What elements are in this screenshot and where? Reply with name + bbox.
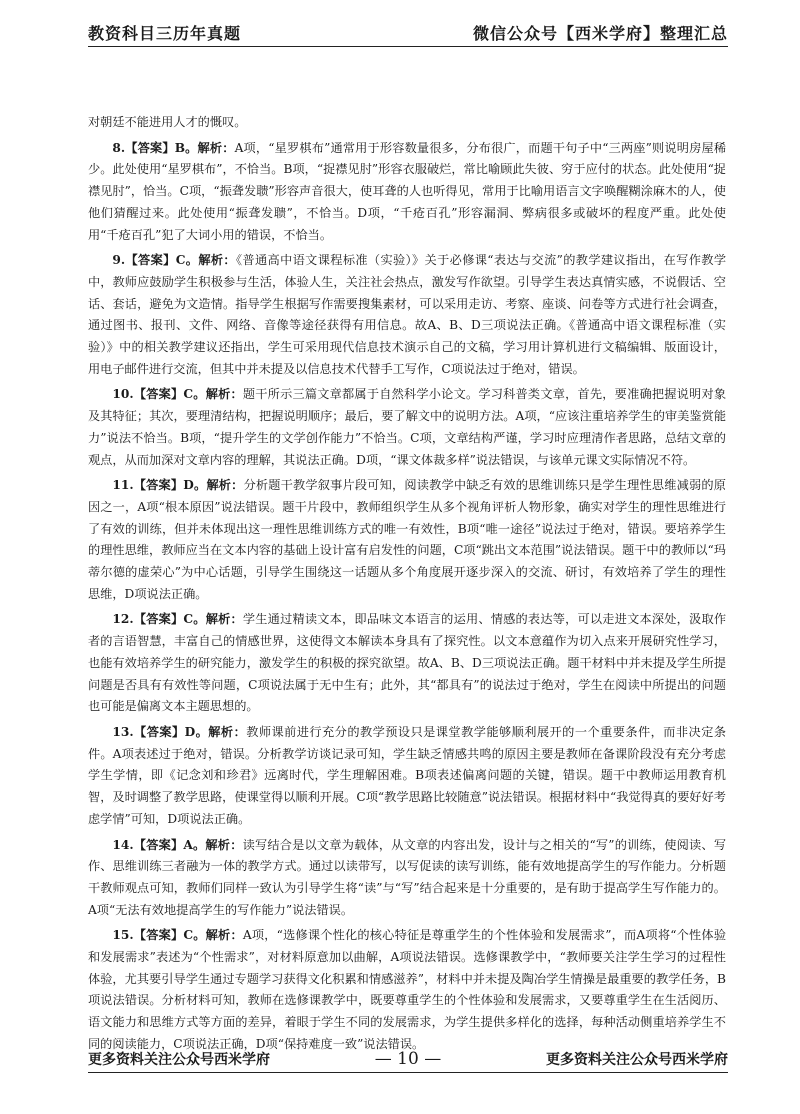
analysis-text: 读写结合是以文章为载体，从文章的内容出发，设计与之相关的“写”的训练，使阅读、写作、思维训练三者融为一体的教学方式。通过以读带写，以写促读的读写训练，能有效地提高学生的写作能力。分析题干教师观点可知，教师们同样一致认为引导学生将“读”与“写”结合起来是十分重要的，是有助于提高学生写作能力的。A项“无法有效地提高学生的写作能力”说法错误。: [88, 837, 727, 917]
analysis-label: 解析：: [205, 928, 243, 943]
answer-letter: D。: [183, 478, 207, 493]
page-footer: [88, 1045, 728, 1069]
answer-item: [88, 722, 726, 831]
page-header: [88, 18, 728, 44]
analysis-text: A项，“选修课个性化的核心特征是尊重学生的个性体验和发展需求”，而A项将“个性体验和发展需求”表述为“个性需求”，对材料原意加以曲解，A项说法错误。选修课教学中，“教师要关注学生学习的过程性体验，尤其要引导学生通过专题学习获得文化积累和情感滋养”，材料中并未提及陶冶学生情操是最重要的教学任务，B项说法错误。分析材料可知，教师在选修课教学中，既要尊重学生的个性体验和发展需求，又要尊重学生在生活阅历、语文能力和思维方式等方面的差异，着眼于学生不同的发展需求，为学生提供多样化的选择，每种活动侧重培养学生不同的阅读能力，C项说法正确，D项“保持难度一致”说法错误。: [88, 928, 727, 1051]
lead-paragraph: 对朝廷不能进用人才的慨叹。: [88, 115, 247, 129]
question-number: 8.: [112, 140, 126, 155]
answer-letter: D。: [184, 724, 209, 739]
question-number: 11.: [112, 478, 134, 493]
answer-tag: 【答案】: [133, 724, 185, 739]
header-source: 微信公众号【西米学府】整理汇总: [472, 24, 728, 43]
answer-letter: B。: [174, 140, 198, 155]
analysis-label: 解析：: [205, 612, 243, 627]
question-number: 12.: [112, 612, 134, 627]
analysis-text: 学生通过精读文本，即品味文本语言的运用、情感的表达等，可以走进文本深处，汲取作者的言语智慧，丰富自己的情感世界，这使得文本解读本身具有了探究性。以文本意蕴作为切入点来开展研究性学习，也能有效培养学生的研究能力，激发学生的积极的探究欲望。故A、B、D三项说法正确。题干材料中并未提及学生所提问题是否具有有效性等问题，C项说法属于无中生有；此外，其“都具有”的说法过于绝对，学生在阅读中所提出的问题也可能是偏离文本主题思想的。: [88, 612, 727, 714]
question-number: 10.: [112, 387, 134, 402]
answer-item: [88, 835, 726, 922]
header-title: 教资科目三历年真题: [88, 24, 242, 43]
answer-content: [88, 112, 726, 1060]
page-number: — 10 —: [374, 1049, 442, 1069]
analysis-text: A项，“星罗棋布”通常用于形容数量很多，分布很广，而题干句子中“三两座”则说明房屋稀少。此处使用“星罗棋布”，不恰当。B项，“捉襟见肘”形容衣服破烂，常比喻顾此失彼、穷于应付的状态。此处使用“捉襟见肘”，恰当。C项，“振聋发聩”形容声音很大，使耳聋的人也听得见，常用于比喻用语言文字唤醒糊涂麻木的人，使他们猜醒过来。此处使用“振聋发聩”，不恰当。D项，“千疮百孔”形容漏洞、弊病很多或破坏的程度严重。此处使用“千疮百孔”犯了大词小用的错误，不恰当。: [88, 140, 727, 242]
answer-item: [88, 609, 726, 718]
footer-left-note: 更多资料关注公众号西米学府: [88, 1052, 270, 1068]
answer-tag: 【答案】: [133, 928, 184, 943]
answer-letter: C。: [175, 253, 199, 268]
answer-letter: C。: [183, 612, 206, 627]
answer-item: [88, 925, 726, 1055]
analysis-text: 分析题干教学叙事片段可知，阅读教学中缺乏有效的思维训练只是学生理性思维减弱的原因之一，A项“根本原因”说法错误。题干片段中，教师组织学生从多个视角评析人物形象，确实对学生的理性思维进行了有效的训练，但并未体现出这一理性思维训练方式的唯一有效性，B项“唯一途径”说法过于绝对，错误。要培养学生的理性思维，教师应当在文本内容的基础上设计富有启发性的问题，C项“跳出文本范围”说法错误。题干中的教师以“玛蒂尔德的虚荣心”为中心话题，引导学生围绕这一话题从多个角度展开逐步深入的交流、研讨，有效培养了学生的理性思维，D项说法正确。: [88, 478, 726, 601]
question-number: 15.: [112, 928, 134, 943]
answer-tag: 【答案】: [133, 837, 184, 852]
answer-tag: 【答案】: [133, 387, 184, 402]
footer-right-note: 更多资料关注公众号西米学府: [545, 1052, 728, 1068]
analysis-label: 解析：: [197, 140, 235, 155]
answer-item: [88, 475, 726, 605]
analysis-label: 解析：: [208, 724, 247, 739]
analysis-label: 解析：: [206, 478, 244, 493]
answer-tag: 【答案】: [125, 140, 175, 155]
header-rule: [88, 46, 728, 47]
question-number: 14.: [112, 837, 134, 852]
analysis-text: 题干所示三篇文章都属于自然科学小论文。学习科普类文章，首先，要准确把握说明对象及其特征；其次，要理清结构，把握说明顺序；最后，要了解文中的说明方法。A项，“应该注重培养学生的审美鉴赏能力”说法不恰当。B项，“提升学生的文学创作能力”不恰当。C项，文章结构严谨，学习时应理清作者思路，总结文章的观点，从而加深对文章内容的理解，其说法正确。D项，“课文体裁多样”说法错误，与该单元课文实际情况不符。: [88, 387, 727, 467]
answer-letter: C。: [183, 387, 206, 402]
answer-tag: 【答案】: [133, 612, 184, 627]
answer-item: [88, 384, 726, 471]
answer-letter: A。: [183, 837, 206, 852]
answer-tag: 【答案】: [125, 253, 176, 268]
analysis-label: 解析：: [198, 253, 236, 268]
question-number: 13.: [112, 724, 134, 739]
answer-list: [88, 138, 726, 1056]
question-number: 9.: [112, 253, 126, 268]
footer-rule: [88, 1072, 728, 1073]
answer-tag: 【答案】: [133, 478, 184, 493]
analysis-text: 《普通高中语文课程标准（实验）》关于必修课“表达与交流”的教学建议指出，在写作教学中，教师应鼓励学生积极参与生活，体验人生，关注社会热点，激发写作欲望。引导学生表达真情实感，不说假话、空话、套话，避免为文造情。指导学生根据写作需要搜集素材，可以采用走访、考察、座谈、问卷等方式进行社会调查，通过图书、报刊、文件、网络、音像等途径获得有用信息。故A、B、D三项说法正确。《普通高中语文课程标准（实验）》中的相关教学建议还指出，学生可采用现代信息技术演示自己的文稿，学习用计算机进行文稿编辑、版面设计，用电子邮件进行交流，但其中并未提及以信息技术代替手工写作，C项说法过于绝对，错误。: [88, 253, 727, 376]
answer-item: [88, 138, 726, 247]
analysis-text: 教师课前进行充分的教学预设只是课堂教学能够顺利展开的一个重要条件，而非决定条件。A项表述过于绝对，错误。分析教学访谈记录可知，学生缺乏情感共鸣的原因主要是教师在备课阶段没有充分考虑学生学情，即《记念刘和珍君》远离时代，学生理解困难。B项表述偏离问题的关键，错误。题干中教师运用教育机智，及时调整了教学思路，使课堂得以顺利开展。C项“教学思路比较随意”说法错误。根据材料中“我觉得真的要好好考虑学情”可知，D项说法正确。: [88, 724, 727, 826]
analysis-label: 解析：: [205, 837, 243, 852]
answer-item: [88, 250, 726, 380]
analysis-label: 解析：: [205, 387, 243, 402]
answer-letter: C。: [183, 928, 206, 943]
